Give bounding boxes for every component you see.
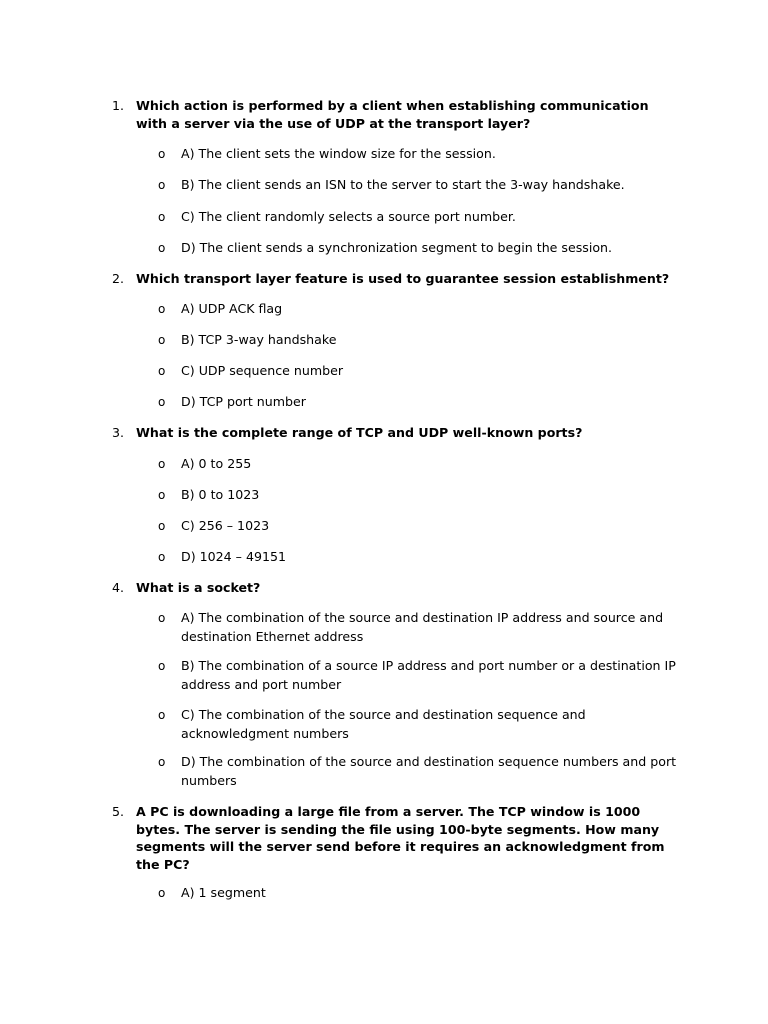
bullet-marker: o	[158, 395, 166, 409]
question-text: What is the complete range of TCP and UDP well-known ports?	[136, 425, 583, 440]
option-text: B) The combination of a source IP address and port number or a destination IP address and port number	[181, 658, 676, 692]
question-number: 3.	[112, 425, 125, 440]
option-text: D) The client sends a synchronization segment to begin the session.	[181, 240, 613, 255]
option-text: D) 1024 – 49151	[181, 549, 287, 564]
bullet-marker: o	[158, 659, 166, 673]
question-number: 4.	[112, 580, 125, 595]
bullet-marker: o	[158, 457, 166, 471]
option-text: C) The client randomly selects a source port number.	[181, 209, 516, 224]
bullet-marker: o	[158, 302, 166, 316]
bullet-marker: o	[158, 241, 166, 255]
option-text: A) The combination of the source and destination IP address and source and destination Ethernet address	[181, 610, 664, 644]
bullet-marker: o	[158, 364, 166, 378]
question-text: What is a socket?	[136, 580, 261, 595]
bullet-marker: o	[158, 178, 166, 192]
bullet-marker: o	[158, 755, 166, 769]
option-text: A) The client sets the window size for the session.	[181, 146, 496, 161]
option-text: A) UDP ACK flag	[181, 301, 283, 316]
bullet-marker: o	[158, 147, 166, 161]
bullet-marker: o	[158, 550, 166, 564]
bullet-marker: o	[158, 611, 166, 625]
option-text: B) The client sends an ISN to the server to start the 3-way handshake.	[181, 177, 625, 192]
bullet-marker: o	[158, 333, 166, 347]
option-text: C) The combination of the source and destination sequence and acknowledgment numbers	[181, 707, 586, 741]
bullet-marker: o	[158, 886, 166, 900]
question-text: Which transport layer feature is used to guarantee session establishment?	[136, 271, 670, 286]
question-text: A PC is downloading a large file from a server. The TCP window is 1000 bytes. The server is sending the file using 100-byte segments. How many segments will the server send before it requires an acknowledgment from the PC?	[136, 804, 665, 872]
bullet-marker: o	[158, 488, 166, 502]
option-text: C) UDP sequence number	[181, 363, 344, 378]
bullet-marker: o	[158, 210, 166, 224]
bullet-marker: o	[158, 519, 166, 533]
option-text: C) 256 – 1023	[181, 518, 270, 533]
option-text: A) 0 to 255	[181, 456, 252, 471]
bullet-marker: o	[158, 708, 166, 722]
option-text: D) TCP port number	[181, 394, 306, 409]
question-number: 5.	[112, 804, 125, 819]
option-text: D) The combination of the source and destination sequence numbers and port numbers	[181, 754, 677, 788]
question-text: Which action is performed by a client when establishing communication with a server via the use of UDP at the transport layer?	[136, 98, 649, 131]
question-number: 2.	[112, 271, 125, 286]
option-text: A) 1 segment	[181, 885, 266, 900]
question-number: 1.	[112, 98, 125, 113]
option-text: B) 0 to 1023	[181, 487, 260, 502]
option-text: B) TCP 3-way handshake	[181, 332, 337, 347]
